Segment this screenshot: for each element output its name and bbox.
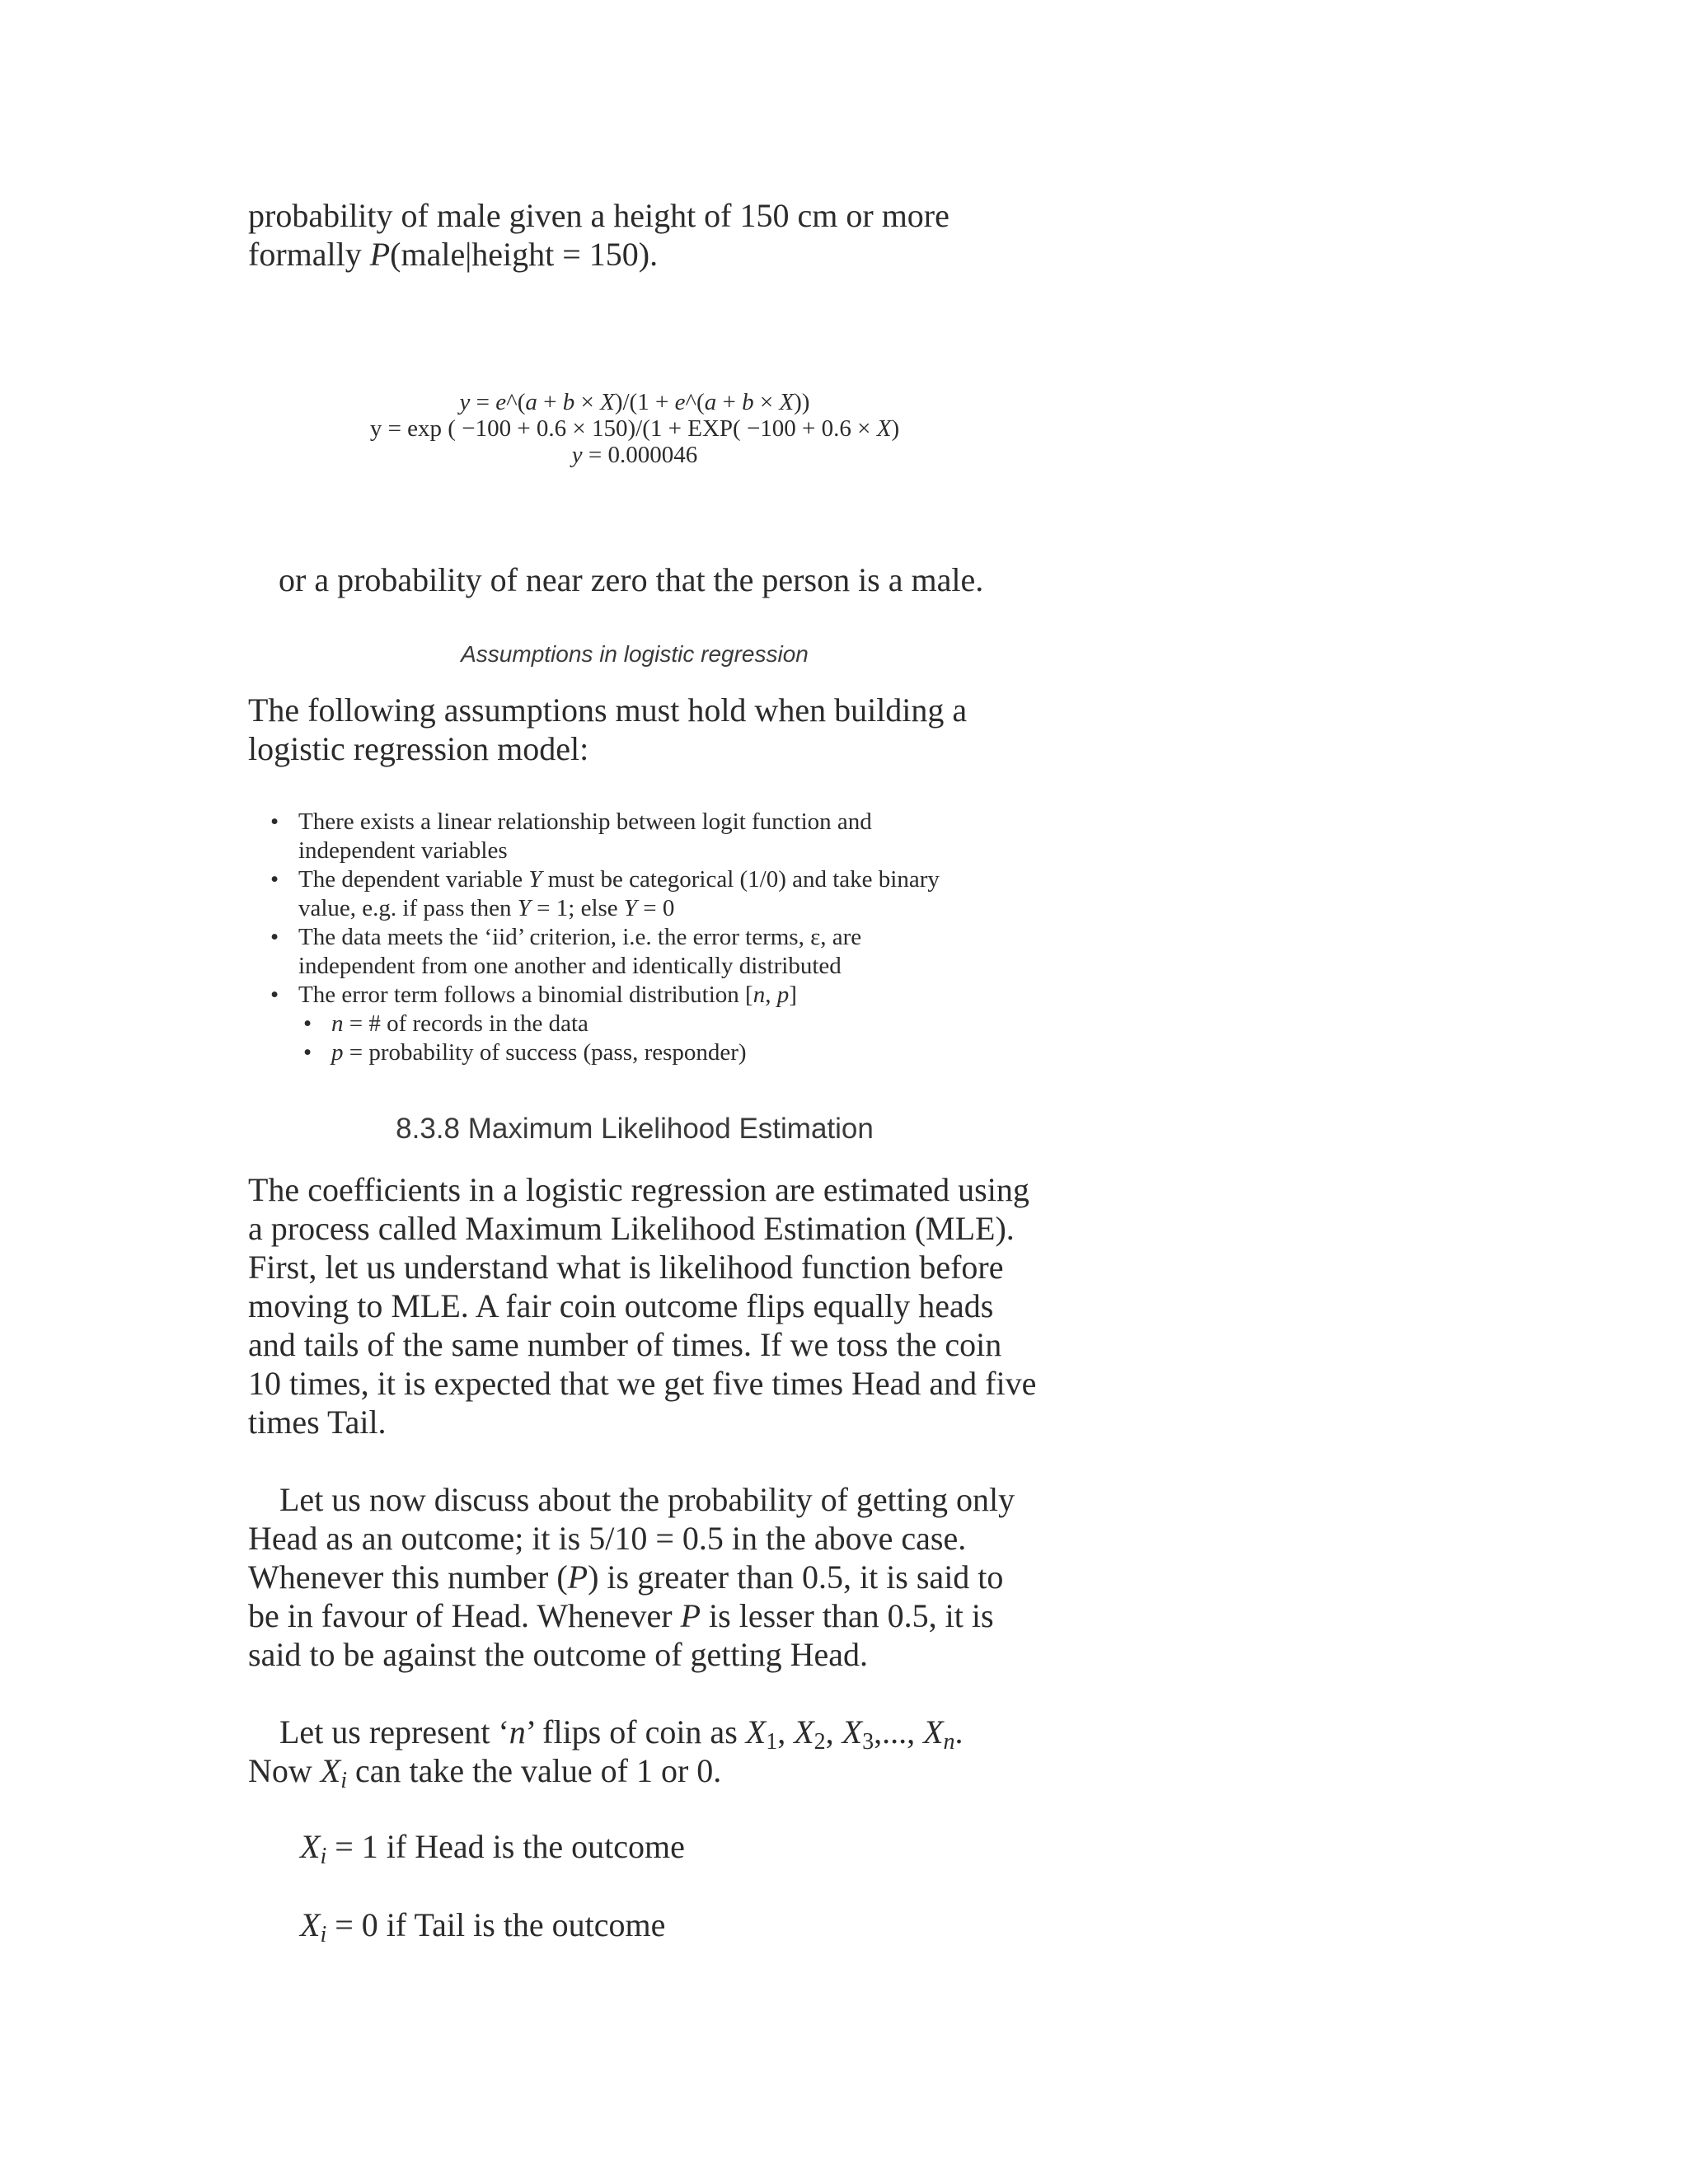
list-item: • The error term follows a binomial distribution [n, p] — [270, 982, 797, 1008]
mle-paragraph-2: Let us now discuss about the probability of getting only Head as an outcome; it is 5/10 = 0.5 in the above case. Whenever this number (P) is greater than 0.5, it is said to be in favour of Head. Whenever P is lesser than 0.5, it is said to be against the outcome of getting Head. — [248, 1481, 1015, 1673]
list-item: • The dependent variable Y must be categorical (1/0) and take binary value, e.g. if pass then Y = 1; else Y = 0 — [270, 866, 940, 921]
mle-paragraph-3: Let us represent ‘n’ flips of coin as $X_1$, $X_2$, $X_3$,..., $X_n$. Now $X_i$ can take the value of 1 or 0. — [248, 1713, 964, 1793]
intro-line2-var: P — [369, 236, 391, 273]
list-item: • There exists a linear relationship between logit function and independent variables — [270, 808, 872, 864]
list-item: • The data meets the ‘iid’ criterion, i.e. the error terms, ε, are independent from one another and identically distributed — [270, 924, 862, 979]
sub-list-item: • n = # of records in the data — [303, 1010, 588, 1037]
formula-block — [330, 389, 940, 468]
intro-paragraph — [248, 196, 1039, 274]
formula-substituted: y = exp ( −100 + 0.6 × 150)/(1 + EXP( −100 + 0.6 × X) — [369, 415, 900, 442]
near-zero-sentence: or a probability of near zero that the person is a male. — [279, 561, 984, 598]
intro-line2-suffix: (male|height = 150). — [390, 236, 659, 273]
formula-result: y = 0.000046 — [571, 442, 698, 468]
xi-tail-line: $X_i = 0$ if Tail is the outcome — [300, 1906, 666, 1947]
section-heading: 8.3.8 Maximum Likelihood Estimation — [396, 1113, 874, 1145]
section-caption: Assumptions in logistic regression — [461, 641, 809, 667]
intro-line2-prefix: formally — [248, 236, 370, 273]
assumptions-intro: The following assumptions must hold when building a logistic regression model: — [248, 691, 968, 767]
sub-list-item: • p = probability of success (pass, responder) — [303, 1039, 747, 1066]
formula-logistic: y = e^(a + b × X)/(1 + e^(a + b × X)) — [459, 389, 810, 415]
xi-head-line: $X_i = 1$ if Head is the outcome — [300, 1828, 685, 1869]
intro-line1: probability of male given a height of 150 cm or more — [248, 197, 950, 234]
assumptions-list — [264, 808, 1039, 1067]
mle-paragraph-1: The coefficients in a logistic regression are estimated using a process called Maximum Likelihood Estimation (MLE). First, let us understand what is likelihood function before moving to MLE. A fair coin outcome flips equally heads and tails of the same number of times. If we toss the coin 10 times, it is expected that we get five times Head and five times Tail. — [248, 1171, 1037, 1441]
sub-list — [297, 1010, 1039, 1067]
